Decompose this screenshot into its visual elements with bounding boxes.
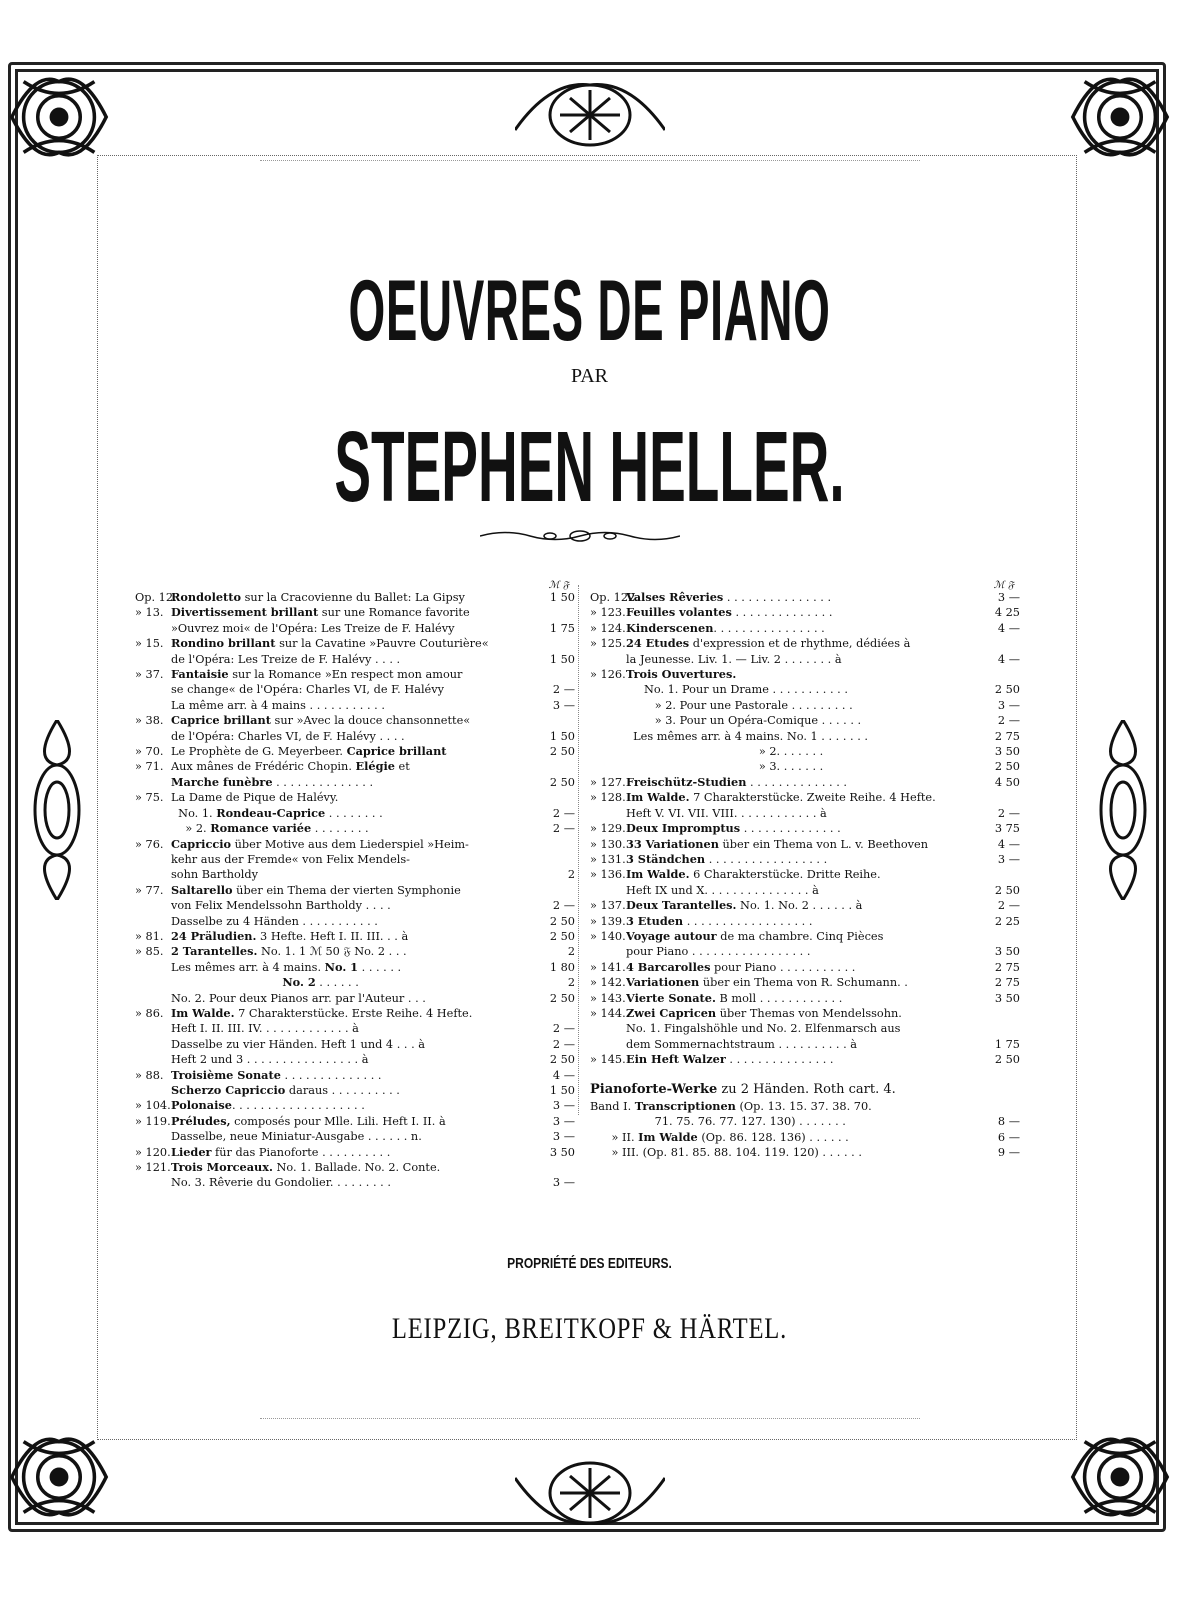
- work-title: Feuilles volantes . . . . . . . . . . . . . .: [626, 605, 833, 620]
- right-opus-entry: [590, 898, 1020, 913]
- price: 2 75: [994, 960, 1020, 974]
- left-opus-entry: [135, 1145, 575, 1160]
- price: 2 50: [994, 1053, 1020, 1067]
- top-cartouche-ornament: [515, 70, 665, 160]
- left-opus-entry: [135, 1160, 575, 1191]
- opus-number: » 75.: [135, 791, 164, 805]
- opus-number: » 129.: [590, 822, 626, 836]
- opus-number: » 13.: [135, 606, 164, 620]
- left-entry-list: [135, 590, 575, 1191]
- price: 2 50: [549, 914, 575, 928]
- left-opus-entry: [135, 1068, 575, 1099]
- opus-number: » 119.: [135, 1114, 171, 1128]
- price: 3 —: [552, 1099, 575, 1113]
- work-title: » 2. . . . . . .: [626, 745, 824, 759]
- work-title: La même arr. à 4 mains . . . . . . . . . . .: [171, 698, 385, 712]
- price: 2: [567, 945, 575, 959]
- price: 2 —: [552, 1022, 575, 1036]
- price: 1 75: [994, 1037, 1020, 1051]
- work-title: de l'Opéra: Les Treize de F. Halévy . . . .: [171, 652, 401, 666]
- opus-number: » 142.: [590, 976, 626, 990]
- opus-number: » 130.: [590, 837, 626, 851]
- price: 2: [567, 976, 575, 990]
- band-entry: [590, 1130, 1020, 1145]
- left-opus-entry: [135, 590, 575, 605]
- opus-number: » 15.: [135, 637, 164, 651]
- right-opus-entry: [590, 960, 1020, 975]
- opus-number: » 140.: [590, 929, 626, 943]
- work-title: Aux mânes de Frédéric Chopin. Elégie et: [171, 759, 410, 774]
- work-title: Im Walde. 7 Charakterstücke. Zweite Reihe. 4 Hefte.: [626, 790, 936, 805]
- work-title: von Felix Mendelssohn Bartholdy . . . .: [171, 899, 391, 913]
- work-title: No. 2 . . . . . .: [282, 975, 359, 990]
- work-title: » II. Im Walde (Op. 86. 128. 136) . . . . . .: [590, 1129, 849, 1144]
- right-opus-entry: [590, 867, 1020, 898]
- price: 4 —: [552, 1068, 575, 1082]
- work-title: Préludes, composés pour Mlle. Lili. Heft I. II. à: [171, 1113, 446, 1128]
- work-title: Lieder für das Pianoforte . . . . . . . . . .: [171, 1144, 391, 1159]
- right-opus-entry: [590, 991, 1020, 1006]
- right-opus-entry: [590, 914, 1020, 929]
- work-title: Dasselbe, neue Miniatur-Ausgabe . . . . . . n.: [171, 1130, 422, 1144]
- left-opus-entry: [135, 1006, 575, 1068]
- work-title: Deux Impromptus . . . . . . . . . . . . . .: [626, 821, 841, 836]
- left-opus-entry: [135, 667, 575, 713]
- price: 3 —: [997, 591, 1020, 604]
- price: 2 —: [997, 714, 1020, 728]
- work-title: 3 Etuden . . . . . . . . . . . . . . . . . .: [626, 913, 813, 928]
- price: 3 50: [549, 1145, 575, 1159]
- bottom-dotted-rule: [260, 1418, 920, 1419]
- work-title: sohn Bartholdy: [171, 868, 259, 882]
- price: 1 50: [549, 591, 575, 604]
- work-title: Dasselbe zu 4 Händen . . . . . . . . . . .: [171, 914, 378, 928]
- title-oeuvres-de-piano: OEUVRES DE PIANO: [348, 263, 831, 359]
- price: 9 —: [997, 1146, 1020, 1160]
- currency-header-left: ℳ 𝔉: [548, 580, 569, 591]
- opus-number: » 88.: [135, 1068, 164, 1082]
- work-title: No. 2. Pour deux Pianos arr. par l'Auteur . . .: [171, 991, 426, 1005]
- right-opus-entry: [590, 852, 1020, 867]
- price: 2 50: [549, 929, 575, 943]
- price: 4 25: [994, 606, 1020, 620]
- opus-number: » 127.: [590, 775, 626, 789]
- opus-number: » 120.: [135, 1145, 171, 1159]
- work-title: Troisième Sonate . . . . . . . . . . . . . .: [171, 1067, 382, 1082]
- work-title: 24 Präludien. 3 Hefte. Heft I. II. III. . . à: [171, 928, 409, 943]
- pianoforte-werke-title: Pianoforte-Werke: [590, 1081, 718, 1097]
- work-title: Divertissement brillant sur une Romance favorite: [171, 605, 470, 620]
- work-title: de l'Opéra: Charles VI, de F. Halévy . . . .: [171, 729, 405, 743]
- work-title: Polonaise. . . . . . . . . . . . . . . . . . .: [171, 1098, 365, 1113]
- price: 2 50: [549, 775, 575, 789]
- right-opus-entry: [590, 667, 1020, 775]
- price: 3 —: [552, 1114, 575, 1128]
- corner-ornament-top-right: [1061, 58, 1179, 176]
- price: 2 25: [994, 914, 1020, 928]
- work-title: » III. (Op. 81. 85. 88. 104. 119. 120) . . . . . .: [590, 1146, 862, 1160]
- price: 2 —: [552, 1037, 575, 1051]
- bottom-cartouche-ornament: [515, 1448, 665, 1538]
- work-title: Voyage autour de ma chambre. Cinq Pièces: [626, 928, 884, 943]
- right-side-ornament: [1088, 720, 1158, 900]
- left-opus-entry: [135, 790, 575, 836]
- price: 1 80: [549, 960, 575, 974]
- work-title: 71. 75. 76. 77. 127. 130) . . . . . . .: [590, 1115, 846, 1129]
- work-title: Rondoletto sur la Cracovienne du Ballet: La Gipsy: [171, 590, 465, 604]
- price: 3 50: [994, 945, 1020, 959]
- work-title: Rondino brillant sur la Cavatine »Pauvre Couturière«: [171, 636, 489, 651]
- left-opus-entry: [135, 605, 575, 636]
- band-entry: [590, 1145, 1020, 1160]
- opus-number: » 76.: [135, 837, 164, 851]
- work-title: Im Walde. 6 Charakterstücke. Dritte Reihe.: [626, 867, 881, 882]
- price: 3 —: [997, 852, 1020, 866]
- composer-name: STEPHEN HELLER.: [334, 411, 845, 523]
- work-title: Le Prophète de G. Meyerbeer. Caprice brillant: [171, 744, 447, 759]
- price: 4 —: [997, 837, 1020, 851]
- work-title: la Jeunesse. Liv. 1. — Liv. 2 . . . . . . . à: [626, 652, 842, 666]
- opus-number: » 131.: [590, 852, 626, 866]
- work-title: Marche funèbre . . . . . . . . . . . . . .: [171, 774, 374, 789]
- price: 2 50: [549, 991, 575, 1005]
- left-opus-entry: [135, 713, 575, 744]
- price: 2 —: [997, 806, 1020, 820]
- price: 3 50: [994, 991, 1020, 1005]
- right-opus-entry: [590, 636, 1020, 667]
- work-title: Trois Ouvertures.: [626, 667, 737, 682]
- work-title: » 2. Pour une Pastorale . . . . . . . . .: [626, 698, 853, 712]
- left-opus-entry: [135, 636, 575, 667]
- left-opus-entry: [135, 944, 575, 1006]
- work-title: Les mêmes arr. à 4 mains. No. 1 . . . . . . .: [626, 729, 868, 743]
- opus-number: » 121.: [135, 1161, 171, 1175]
- work-title: Saltarello über ein Thema der vierten Symphonie: [171, 882, 461, 897]
- opus-number: » 145.: [590, 1053, 626, 1067]
- work-title: dem Sommernachtstraum . . . . . . . . . . à: [626, 1037, 858, 1051]
- work-title: Zwei Capricen über Themas von Mendelssohn.: [626, 1005, 902, 1020]
- price: 3 —: [552, 1176, 575, 1190]
- work-title: No. 1. Rondeau-Caprice . . . . . . . .: [171, 805, 383, 820]
- price: 2 —: [997, 899, 1020, 913]
- price: 2 75: [994, 729, 1020, 743]
- right-opus-entry: [590, 821, 1020, 836]
- price: 6 —: [997, 1130, 1020, 1144]
- work-title: Capriccio über Motive aus dem Liederspiel »Heim-: [171, 836, 469, 851]
- opus-number: » 81.: [135, 929, 164, 943]
- price: 3 50: [994, 745, 1020, 759]
- band-entry: [590, 1099, 1020, 1130]
- work-title: Im Walde. 7 Charakterstücke. Erste Reihe. 4 Hefte.: [171, 1005, 473, 1020]
- right-opus-entry: [590, 605, 1020, 620]
- opus-number: » 38.: [135, 714, 164, 728]
- opus-number: » 85.: [135, 945, 164, 959]
- price: 2 75: [994, 976, 1020, 990]
- price: 2 —: [552, 899, 575, 913]
- price: 1 50: [549, 652, 575, 666]
- opus-number: » 137.: [590, 899, 626, 913]
- price: 4 —: [997, 621, 1020, 635]
- corner-ornament-bottom-right: [1061, 1418, 1179, 1536]
- price: 2 —: [552, 806, 575, 820]
- work-title: 24 Etudes d'expression et de rhythme, dédiées à: [626, 636, 911, 651]
- title-divider-ornament: [480, 527, 680, 545]
- price: 2 50: [549, 1053, 575, 1067]
- price: 2 —: [552, 822, 575, 836]
- pianoforte-werke-subtitle: zu 2 Händen. Roth cart. 4.: [721, 1081, 896, 1097]
- right-opus-entry: [590, 975, 1020, 990]
- price: 1 75: [549, 621, 575, 635]
- work-title: Kinderscenen. . . . . . . . . . . . . . . .: [626, 620, 825, 635]
- left-opus-entry: [135, 1114, 575, 1145]
- work-title: » 3. Pour un Opéra-Comique . . . . . .: [626, 714, 862, 728]
- price: 2: [567, 868, 575, 882]
- work-title: » 2. Romance variée . . . . . . . .: [171, 821, 369, 836]
- work-title: Freischütz-Studien . . . . . . . . . . . . . .: [626, 774, 847, 789]
- left-opus-entry: [135, 929, 575, 944]
- price: 2 50: [994, 760, 1020, 774]
- pianoforte-werke-heading: [590, 1082, 1020, 1097]
- work-title: Variationen über ein Thema von R. Schumann. .: [626, 975, 908, 990]
- opus-number: » 143.: [590, 991, 626, 1005]
- work-title: » 3. . . . . . .: [626, 760, 824, 774]
- right-entry-list: [590, 590, 1020, 1068]
- corner-ornament-bottom-left: [0, 1418, 118, 1536]
- opus-number: Op. 12.: [135, 591, 177, 604]
- work-title: Heft 2 und 3 . . . . . . . . . . . . . . . . à: [171, 1053, 369, 1067]
- work-title: 4 Barcarolles pour Piano . . . . . . . . . . .: [626, 959, 856, 974]
- catalogue-right-column: [590, 578, 1020, 1161]
- work-title: Band I. Transcriptionen (Op. 13. 15. 37. 38. 70.: [590, 1099, 872, 1113]
- work-title: Ein Heft Walzer . . . . . . . . . . . . . . .: [626, 1052, 834, 1067]
- publisher-imprint: LEIPZIG, BREITKOPF & HÄRTEL.: [391, 1312, 788, 1345]
- price: 2 —: [552, 683, 575, 697]
- work-title: No. 3. Rêverie du Gondolier. . . . . . . . .: [171, 1176, 391, 1190]
- right-opus-entry: [590, 790, 1020, 821]
- opus-number: » 37.: [135, 668, 164, 682]
- title-par: PAR: [570, 365, 609, 387]
- price: 3 —: [997, 698, 1020, 712]
- opus-number: » 86.: [135, 1006, 164, 1020]
- price: 2 50: [994, 683, 1020, 697]
- right-opus-entry: [590, 1006, 1020, 1052]
- catalogue-left-column: [135, 578, 575, 1191]
- price: 2 50: [994, 883, 1020, 897]
- opus-number: Op. 122.: [590, 591, 639, 604]
- right-opus-entry: [590, 1052, 1020, 1067]
- opus-number: » 125.: [590, 637, 626, 651]
- band-list: [590, 1099, 1020, 1161]
- work-title: Fantaisie sur la Romance »En respect mon amour: [171, 667, 463, 682]
- work-title: 33 Variationen über ein Thema von L. v. Beethoven: [626, 836, 929, 851]
- price: 3 75: [994, 822, 1020, 836]
- work-title: 3 Ständchen . . . . . . . . . . . . . . . . .: [626, 851, 828, 866]
- opus-number: » 136.: [590, 868, 626, 882]
- work-title: Deux Tarantelles. No. 1. No. 2 . . . . . . à: [626, 898, 863, 913]
- work-title: Dasselbe zu vier Händen. Heft 1 und 4 . . . à: [171, 1037, 425, 1051]
- price: 1 50: [549, 729, 575, 743]
- opus-number: » 70.: [135, 745, 164, 759]
- currency-header-right: ℳ 𝔉: [993, 580, 1014, 591]
- work-title: Caprice brillant sur »Avec la douce chansonnette«: [171, 713, 471, 728]
- corner-ornament-top-left: [0, 58, 118, 176]
- work-title: 2 Tarantelles. No. 1. 1 ℳ 50 𝔉 No. 2 . . .: [171, 944, 407, 959]
- work-title: kehr aus der Fremde« von Felix Mendels-: [171, 852, 410, 866]
- right-opus-entry: [590, 590, 1020, 605]
- price: 8 —: [997, 1115, 1020, 1129]
- left-opus-entry: [135, 744, 575, 759]
- work-title: »Ouvrez moi« de l'Opéra: Les Treize de F. Halévy: [171, 621, 455, 635]
- work-title: No. 1. Pour un Drame . . . . . . . . . . .: [626, 683, 848, 697]
- price: 3 —: [552, 1130, 575, 1144]
- opus-number: » 144.: [590, 1006, 626, 1020]
- opus-number: » 128.: [590, 791, 626, 805]
- price: 3 —: [552, 698, 575, 712]
- work-title: pour Piano . . . . . . . . . . . . . . . . .: [626, 945, 811, 959]
- right-opus-entry: [590, 621, 1020, 636]
- opus-number: » 139.: [590, 914, 626, 928]
- price: 2 50: [549, 745, 575, 759]
- opus-number: » 124.: [590, 621, 626, 635]
- left-opus-entry: [135, 759, 575, 790]
- opus-number: » 123.: [590, 606, 626, 620]
- work-title: Scherzo Capriccio daraus . . . . . . . . . .: [171, 1083, 400, 1097]
- opus-number: » 71.: [135, 760, 164, 774]
- price: 4 —: [997, 652, 1020, 666]
- work-title: Valses Rêveries . . . . . . . . . . . . . . .: [626, 590, 832, 604]
- opus-number: » 126.: [590, 668, 626, 682]
- work-title: La Dame de Pique de Halévy.: [171, 791, 339, 805]
- left-side-ornament: [22, 720, 92, 900]
- left-opus-entry: [135, 1098, 575, 1113]
- work-title: Les mêmes arr. à 4 mains. No. 1 . . . . . .: [171, 959, 402, 974]
- opus-number: » 141.: [590, 960, 626, 974]
- right-opus-entry: [590, 775, 1020, 790]
- price: 1 50: [549, 1084, 575, 1097]
- work-title: Heft I. II. III. IV. . . . . . . . . . . . . à: [171, 1022, 359, 1036]
- top-dotted-rule: [260, 160, 920, 161]
- work-title: Vierte Sonate. B moll . . . . . . . . . . . .: [626, 990, 843, 1005]
- work-title: Heft V. VI. VII. VIII. . . . . . . . . . . . à: [626, 806, 827, 820]
- work-title: Trois Morceaux. No. 1. Ballade. No. 2. Conte.: [171, 1160, 441, 1175]
- column-separator: [578, 585, 579, 1115]
- work-title: No. 1. Fingalshöhle und No. 2. Elfenmarsch aus: [626, 1022, 901, 1036]
- work-title: Heft IX und X. . . . . . . . . . . . . . . à: [626, 883, 819, 897]
- propriete-des-editeurs: PROPRIÉTÉ DES EDITEURS.: [507, 1255, 672, 1272]
- left-opus-entry: [135, 883, 575, 929]
- opus-number: » 77.: [135, 883, 164, 897]
- opus-number: » 104.: [135, 1099, 171, 1113]
- right-opus-entry: [590, 929, 1020, 960]
- price: 4 50: [994, 775, 1020, 789]
- right-opus-entry: [590, 837, 1020, 852]
- work-title: se change« de l'Opéra: Charles VI, de F. Halévy: [171, 683, 445, 697]
- left-opus-entry: [135, 837, 575, 883]
